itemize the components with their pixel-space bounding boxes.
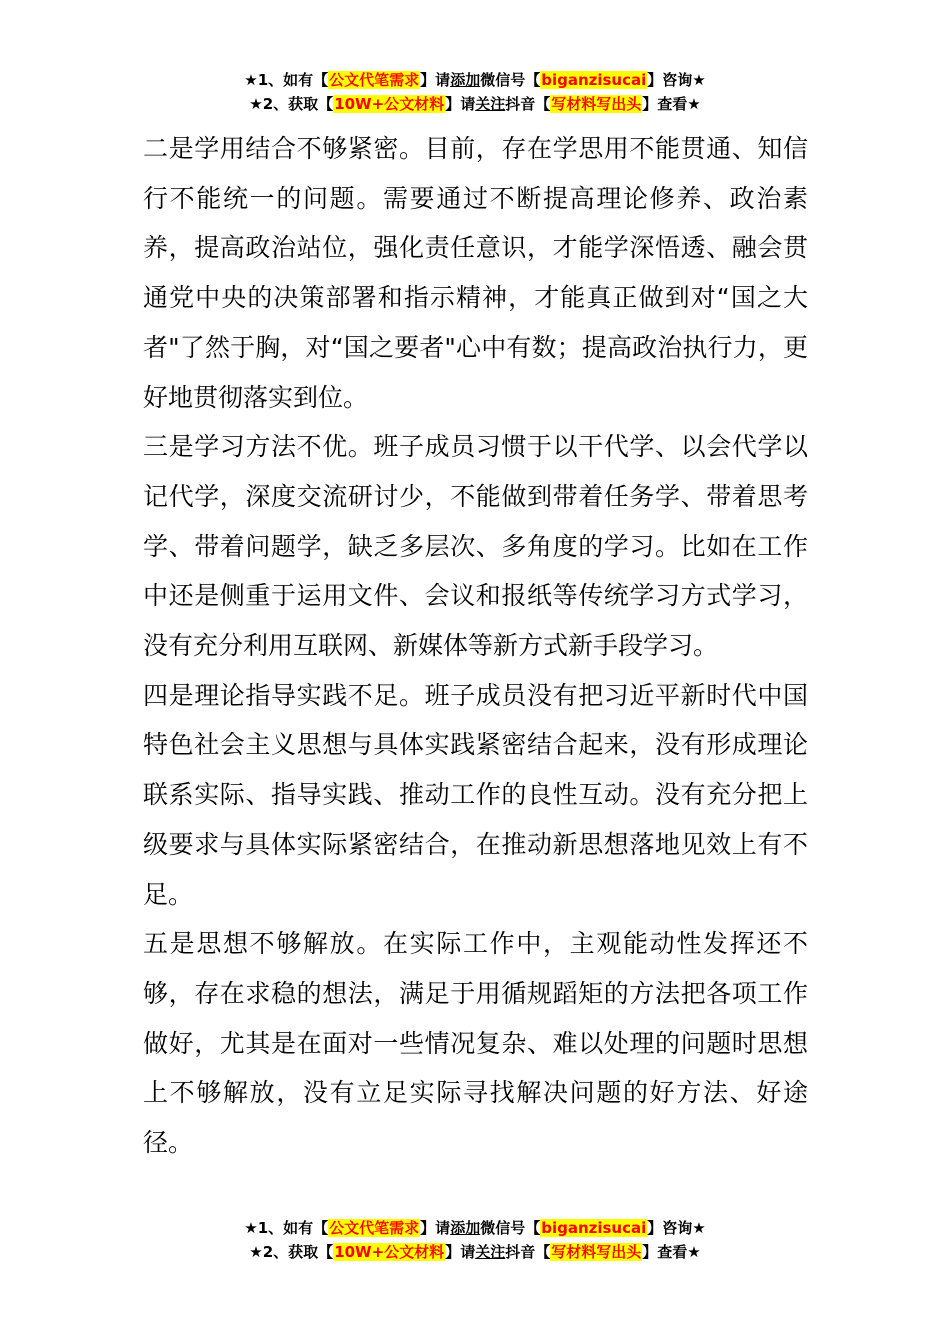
banner-text: 】查看★: [642, 95, 701, 113]
footer-banner: [0, 1216, 950, 1264]
banner-text: 】请: [420, 1219, 451, 1237]
banner-text: 微信号【: [480, 71, 541, 89]
banner-line-1: [0, 68, 950, 92]
header-banner: [0, 68, 950, 116]
highlight-materials: 10W+公文材料: [334, 95, 445, 113]
highlight-douyin-account: 写材料写出头: [551, 95, 642, 113]
banner-emphasis: 添加: [450, 1219, 481, 1237]
banner-text: ★2、获取【: [249, 95, 334, 113]
banner-emphasis: 关注: [475, 95, 506, 113]
document-body: [143, 124, 808, 1168]
banner-text: 】请: [420, 71, 451, 89]
banner-text: 微信号【: [480, 1219, 541, 1237]
highlight-service: 公文代笔需求: [329, 1219, 420, 1237]
banner-emphasis: 关注: [475, 1243, 506, 1261]
highlight-wechat-id: biganzisucai: [541, 1219, 647, 1237]
banner-line-2: [0, 92, 950, 116]
banner-line-1: [0, 1216, 950, 1240]
highlight-materials: 10W+公文材料: [334, 1243, 445, 1261]
highlight-service: 公文代笔需求: [329, 71, 420, 89]
banner-emphasis: 添加: [450, 71, 481, 89]
paragraph-3: 三是学习方法不优。班子成员习惯于以干代学、以会代学以记代学，深度交流研讨少，不能做到带着任务学、带着思考学、带着问题学，缺乏多层次、多角度的学习。比如在工作中还是侧重于运用文件、会议和报纸等传统学习方式学习，没有充分利用互联网、新媒体等新方式新手段学习。: [143, 432, 808, 661]
banner-text: ★1、如有【: [244, 71, 329, 89]
paragraph-2: 二是学用结合不够紧密。目前，存在学思用不能贯通、知信行不能统一的问题。需要通过不断提高理论修养、政治素养，提高政治站位，强化责任意识，才能学深悟透、融会贯通党中央的决策部署和指示精神，才能真正做到对“国之大者"了然于胸，对“国之要者"心中有数；提高政治执行力，更好地贯彻落实到位。: [143, 134, 808, 412]
highlight-wechat-id: biganzisucai: [541, 71, 647, 89]
banner-text: 抖音【: [505, 95, 551, 113]
banner-text: 】查看★: [642, 1243, 701, 1261]
banner-text: 】咨询★: [647, 71, 706, 89]
paragraph-5: 五是思想不够解放。在实际工作中，主观能动性发挥还不够，存在求稳的想法，满足于用循规蹈矩的方法把各项工作做好，尤其是在面对一些情况复杂、难以处理的问题时思想上不够解放，没有立足实际寻找解决问题的好方法、好途径。: [143, 929, 808, 1158]
banner-text: ★1、如有【: [244, 1219, 329, 1237]
paragraph-4: 四是理论指导实践不足。班子成员没有把习近平新时代中国特色社会主义思想与具体实践紧密结合起来，没有形成理论联系实际、指导实践、推动工作的良性互动。没有充分把上级要求与具体实际紧密结合，在推动新思想落地见效上有不足。: [143, 680, 808, 909]
banner-text: 】咨询★: [647, 1219, 706, 1237]
banner-text: 】请: [445, 1243, 476, 1261]
banner-line-2: [0, 1240, 950, 1264]
banner-text: 抖音【: [505, 1243, 551, 1261]
banner-text: ★2、获取【: [249, 1243, 334, 1261]
banner-text: 】请: [445, 95, 476, 113]
highlight-douyin-account: 写材料写出头: [551, 1243, 642, 1261]
